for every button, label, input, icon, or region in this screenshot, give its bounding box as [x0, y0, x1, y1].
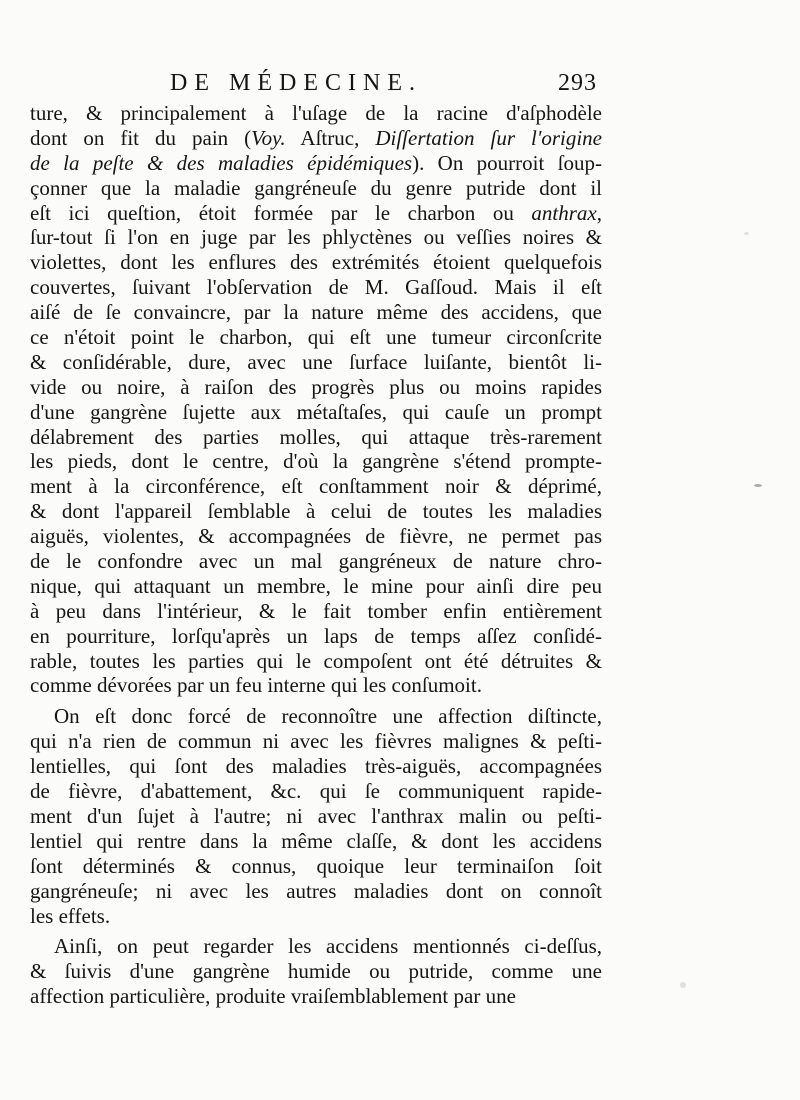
text-line [30, 400, 602, 425]
text-line [30, 350, 602, 375]
text-run: ment à la circonférence, eſt conſtamment noir & déprimé, [30, 474, 602, 499]
text-line [30, 624, 602, 649]
text-run: aiſé de ſe convaincre, par la nature même des accidens, que [30, 300, 602, 325]
text-run: çonner que la maladie gangréneuſe du genre putride dont il [30, 175, 602, 200]
text-run: Aſtruc, [285, 125, 376, 150]
text-line [30, 325, 602, 350]
text-run: eſt ici queſtion, étoit formée par le charbon ou [30, 200, 532, 225]
ink-speck [744, 232, 749, 235]
ink-speck [680, 982, 686, 988]
text-line [30, 474, 602, 499]
text-line [30, 829, 602, 854]
text-line [30, 101, 602, 126]
text-line [30, 754, 602, 779]
text-run: comme dévorées par un feu interne qui les conſumoit. [30, 673, 482, 698]
text-line [30, 275, 602, 300]
paragraph [30, 934, 602, 1009]
text-line [30, 449, 602, 474]
text-run: ſont déterminés & connus, quoique leur terminaiſon ſoit [30, 853, 602, 878]
ink-speck [754, 484, 762, 487]
text-run: ment d'un ſujet à l'autre; ni avec l'anthrax malin ou peſti- [30, 803, 602, 828]
text-run: à peu dans l'intérieur, & le fait tomber enfin entièrement [30, 598, 602, 623]
paragraph [30, 101, 602, 698]
text-run: affection particulière, produite vraiſemblablement par une [30, 984, 516, 1009]
text-run: lentiel qui rentre dans la même claſſe, & dont les accidens [30, 828, 602, 853]
text-run: en pourriture, lorſqu'après un laps de temps aſſez conſidé- [30, 623, 602, 648]
text-run: de le confondre avec un mal gangréneux de nature chro- [30, 549, 602, 574]
text-run: & conſidérable, dure, avec une ſurface luiſante, bientôt li- [30, 349, 602, 374]
text-run: aiguës, violentes, & accompagnées de fièvre, ne permet pas [30, 524, 602, 549]
text-run: ce n'étoit point le charbon, qui eſt une tumeur circonſcrite [30, 325, 602, 350]
text-line [30, 225, 602, 250]
text-run: lentielles, qui ſont des maladies très-aiguës, accompagnées [30, 754, 602, 779]
body-text [30, 101, 602, 1009]
text-line [30, 250, 602, 275]
text-line [30, 425, 602, 450]
text-line [30, 176, 602, 201]
text-run: rable, toutes les parties qui le compoſent ont été détruites & [30, 648, 602, 673]
text-line [30, 804, 602, 829]
text-line [30, 549, 602, 574]
paragraph [30, 704, 602, 928]
text-line [30, 574, 602, 599]
text-run: ). On pourroit ſoup- [412, 150, 602, 175]
page-number: 293 [558, 70, 597, 96]
running-head-title: DE MÉDECINE. [170, 70, 422, 96]
text-line [30, 599, 602, 624]
text-run: dont on fit du pain ( [30, 125, 252, 150]
text-run: couvertes, ſuivant l'obſervation de M. Gaſſoud. Mais il eſt [30, 275, 602, 300]
text-line [30, 879, 602, 904]
text-line [30, 375, 602, 400]
text-run: d'une gangrène ſujette aux métaſtaſes, qui cauſe un prompt [30, 399, 602, 424]
text-run: ture, & principalement à l'uſage de la racine d'aſphodèle [30, 101, 602, 125]
text-line [30, 524, 602, 549]
text-run: ſur-tout ſi l'on en juge par les phlyctènes ou veſſies noires & [30, 225, 602, 250]
text-line [30, 729, 602, 754]
text-run: vide ou noire, à raiſon des progrès plus ou moins rapides [30, 374, 602, 399]
text-line [30, 904, 602, 929]
text-line [30, 300, 602, 325]
text-run: & ſuivis d'une gangrène humide ou putride, comme une [30, 959, 602, 984]
text-run: Ainſi, on peut regarder les accidens mentionnés ci-deſſus, [54, 934, 602, 959]
text-line [30, 934, 602, 959]
text-run: délabrement des parties molles, qui attaque très-rarement [30, 424, 602, 449]
text-run: gangréneuſe; ni avec les autres maladies dont on connoît [30, 878, 602, 903]
text-run: nique, qui attaquant un membre, le mine pour ainſi dire peu [30, 573, 602, 598]
text-line [30, 779, 602, 804]
text-run: , [596, 200, 602, 225]
text-run: les pieds, dont le centre, d'où la gangrène s'étend prompte- [30, 449, 602, 474]
italic-text-run: Voy. [251, 125, 286, 150]
text-line [30, 854, 602, 879]
text-line [30, 704, 602, 729]
text-run: de fièvre, d'abattement, &c. qui ſe communiquent rapide- [30, 779, 602, 804]
text-line [30, 984, 602, 1009]
text-line [30, 959, 602, 984]
text-line [30, 673, 602, 698]
text-run: violettes, dont les enflures des extrémités étoient quelquefois [30, 250, 602, 275]
italic-text-run: Diſſertation ſur l'origine [375, 125, 602, 150]
italic-text-run: anthrax [531, 200, 597, 225]
text-line [30, 151, 602, 176]
text-run: & dont l'appareil ſemblable à celui de toutes les maladies [30, 499, 602, 524]
text-line [30, 201, 602, 226]
text-line [30, 499, 602, 524]
text-run: les effets. [30, 903, 111, 928]
text-line [30, 126, 602, 151]
text-line [30, 649, 602, 674]
italic-text-run: de la peſte & des maladies épidémiques [30, 150, 413, 175]
text-run: On eſt donc forcé de reconnoître une affection diſtincte, [54, 704, 602, 729]
text-run: qui n'a rien de commun ni avec les fièvres malignes & peſti- [30, 729, 602, 754]
